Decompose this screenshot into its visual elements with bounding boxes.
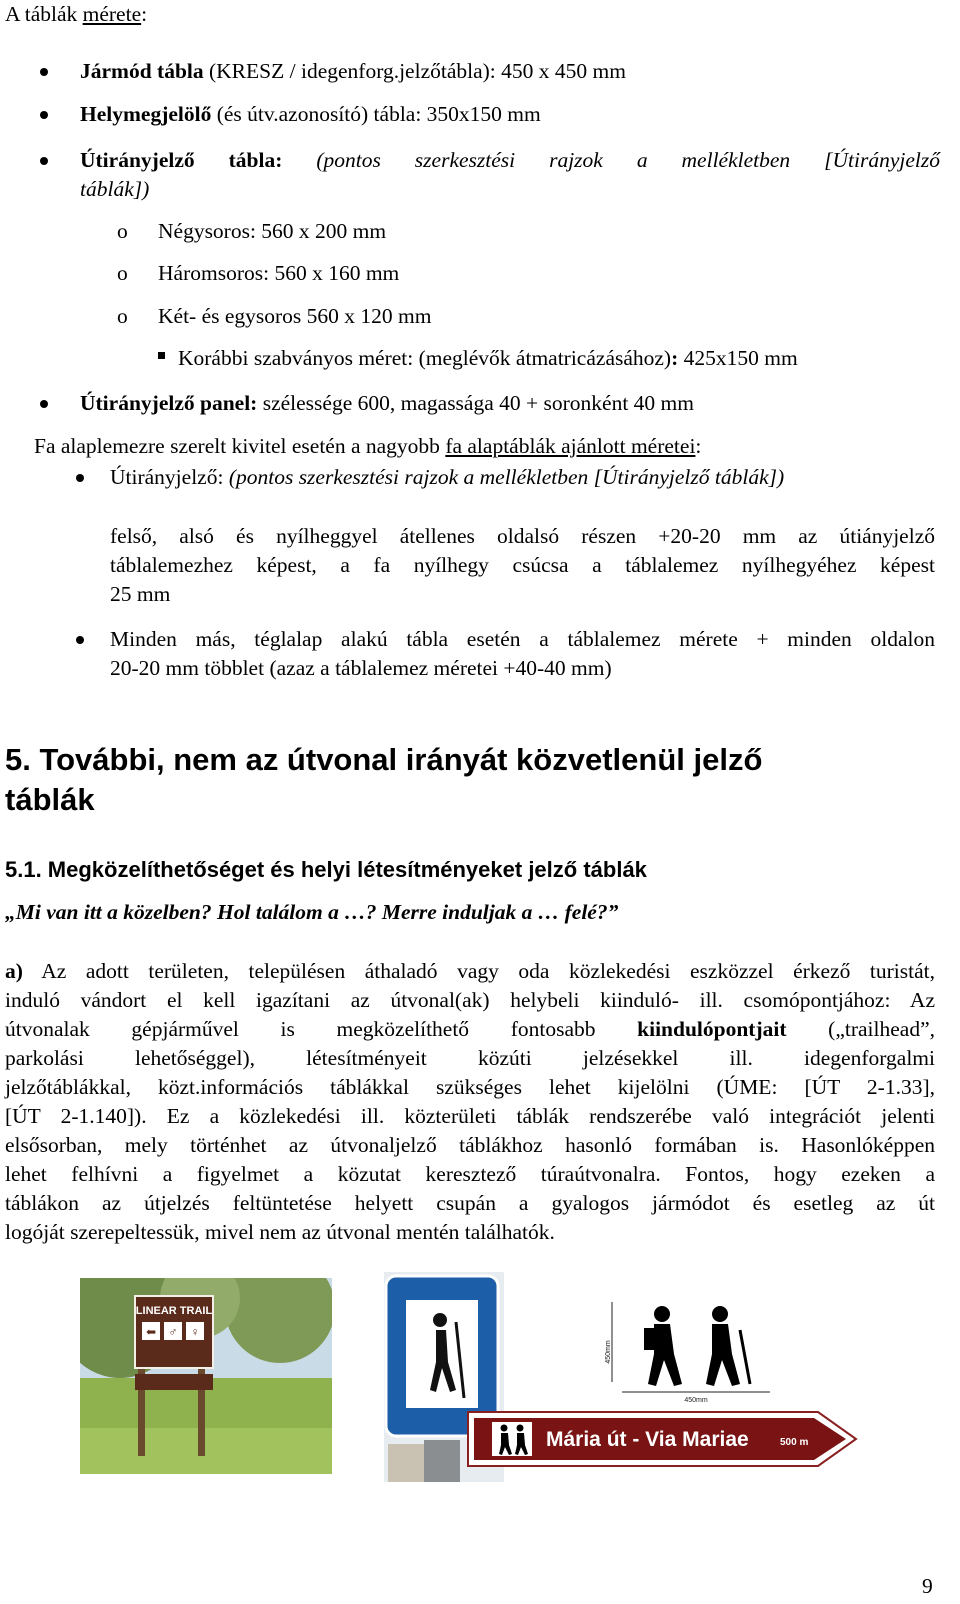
bullet: [40, 111, 48, 119]
route-sign: [466, 1410, 858, 1468]
detail-line: 25 mm: [110, 582, 171, 606]
para-line: elsősorban, mely történhet az útvonaljelző táblákhoz hasonló formában is. Hasonlóképpen: [5, 1133, 935, 1157]
section-title-line: táblák: [5, 782, 95, 817]
list-item-direction-sign: [80, 146, 940, 204]
trail-sign-photo: [80, 1278, 332, 1474]
item-text: szélessége 600, magassága 40 + soronként 40 mm: [257, 391, 694, 415]
old-size-text: Korábbi szabványos méret: (meglévők átmatricázásához): [178, 346, 672, 370]
pictogram-sign: [600, 1300, 775, 1410]
wood-item-direction: [110, 463, 784, 492]
sub-item: Háromsoros: 560 x 160 mm: [158, 261, 400, 285]
item-label: Jármód tábla: [80, 59, 204, 83]
section-title-line: 5. További, nem az útvonal irányát közvetlenül jelző: [5, 742, 763, 777]
item-note: (pontos szerkesztési rajzok a mellékletben [Útirányjelző: [282, 148, 940, 172]
heading-text: A táblák: [5, 2, 83, 26]
bullet: [40, 68, 48, 76]
para-line: parkolási lehetőséggel), létesítményeit közúti jelzésekkel ill. idegenforgalmi: [5, 1046, 935, 1070]
heading-underlined: mérete: [82, 2, 142, 26]
item-label: Helymegjelölő: [80, 102, 212, 126]
svg-text:♀: ♀: [190, 1325, 200, 1339]
square-bullet: [158, 352, 165, 359]
sub-bullet: o: [117, 219, 128, 243]
item-note-cont: táblák]): [80, 177, 150, 201]
svg-text:⬅: ⬅: [145, 1325, 157, 1339]
sub-bullet: o: [117, 304, 128, 328]
route-sign-text: Mária út - Via Mariae: [546, 1428, 749, 1451]
bullet: [76, 474, 84, 482]
para-line: jelzőtáblákkal, közt.információs táblákkal szükséges lehet kijelölni (ÚME: [ÚT 2-1.33],: [5, 1075, 935, 1099]
detail-line: felső, alsó és nyílheggyel átellenes oldalsó részen +20-20 mm az útiányjelző: [110, 524, 935, 548]
route-sign-distance: 500 m: [780, 1437, 809, 1448]
list-item-place-sign: [80, 100, 541, 129]
para-line: induló vándort el kell igazítani az útvonal(ak) helybeli kiinduló- ill. csomópontjához: Az: [5, 988, 935, 1012]
detail-line: táblalemezhez képest, a fa nyílhegy csúcsa a táblalemez nyílhegyéhez képest: [110, 553, 935, 577]
para-label: a): [5, 959, 23, 983]
section-5-heading: [5, 740, 762, 820]
item-note: (pontos szerkesztési rajzok a mellékletben [Útirányjelző táblák]): [228, 465, 785, 489]
item-text: (KRESZ / idegenforg.jelzőtábla): 450 x 450 mm: [203, 59, 626, 83]
wood-intro: [34, 432, 701, 461]
wood-item-detail: [110, 522, 935, 609]
item-text: (és útv.azonosító) tábla: 350x150 mm: [211, 102, 541, 126]
heading-colon: :: [141, 2, 148, 26]
pictogram-sign-svg: [600, 1300, 775, 1410]
dimension-horizontal: 450mm: [684, 1397, 708, 1404]
sub-item: Két- és egysoros 560 x 120 mm: [158, 304, 432, 328]
route-sign-svg: [466, 1410, 858, 1468]
detail-line: 20-20 mm többlet (azaz a táblalemez méretei +40-40 mm): [110, 656, 612, 680]
bullet: [40, 400, 48, 408]
list-item-panel: [80, 389, 694, 418]
svg-text:♂: ♂: [168, 1325, 178, 1339]
item-label: Útirányjelző tábla:: [80, 148, 283, 172]
old-size-colon: :: [671, 346, 679, 370]
para-line: útvonalak gépjárművel is megközelíthető fontosabb: [5, 1017, 638, 1041]
para-line: logóját szerepeltessük, mivel nem az útvonal mentén találhatók.: [5, 1220, 555, 1244]
para-line: lehet felhívni a figyelmet a közutat keresztező túraútvonalra. Fontos, hogy ezeken a: [5, 1162, 935, 1186]
intro-text: Fa alaplemezre szerelt kivitel esetén a nagyobb: [34, 434, 446, 458]
item-label: Útirányjelző panel:: [80, 391, 258, 415]
page-number: 9: [922, 1574, 933, 1598]
para-bold: kiindulópontjait: [637, 1017, 787, 1041]
para-line: táblákon az útjelzés feltüntetése helyett csupán a gyalogos jármódot és esetleg az út: [5, 1191, 935, 1215]
para-line: Az adott területen, településen áthaladó vagy oda közlekedési eszközzel érkező turistát,: [22, 959, 935, 983]
question-line: „Mi van itt a közelben? Hol találom a …? Merre induljak a … felé?”: [5, 900, 619, 924]
sub-sub-item: [178, 344, 798, 373]
section-5-1-heading: 5.1. Megközelíthetőséget és helyi létesítményeket jelző táblák: [5, 857, 647, 882]
detail-line: Minden más, téglalap alakú tábla esetén a táblalemez mérete + minden oldalon: [110, 627, 935, 651]
bullet: [76, 636, 84, 644]
trail-sign-text: LINEAR TRAIL: [135, 1305, 213, 1317]
section-heading: [5, 0, 147, 29]
sub-item: Négysoros: 560 x 200 mm: [158, 219, 387, 243]
list-item-vehicle-sign: [80, 57, 626, 86]
sub-bullet: o: [117, 261, 128, 285]
wood-item-other: [110, 625, 935, 683]
intro-underlined: fa alaptáblák ajánlott méretei: [445, 434, 696, 458]
intro-colon: :: [695, 434, 702, 458]
paragraph-a: [5, 957, 935, 1247]
dimension-vertical: 450mm: [605, 1340, 612, 1364]
bullet: [40, 157, 48, 165]
item-text: Útirányjelző:: [110, 465, 229, 489]
para-line: [ÚT 2-1.140]). Ez a közlekedési ill. közterületi táblák rendszerébe való integrációt jelenti: [5, 1104, 935, 1128]
old-size-value: 425x150 mm: [678, 346, 798, 370]
trail-sign-photo-svg: [80, 1278, 332, 1474]
para-line: („trailhead”,: [786, 1017, 935, 1041]
